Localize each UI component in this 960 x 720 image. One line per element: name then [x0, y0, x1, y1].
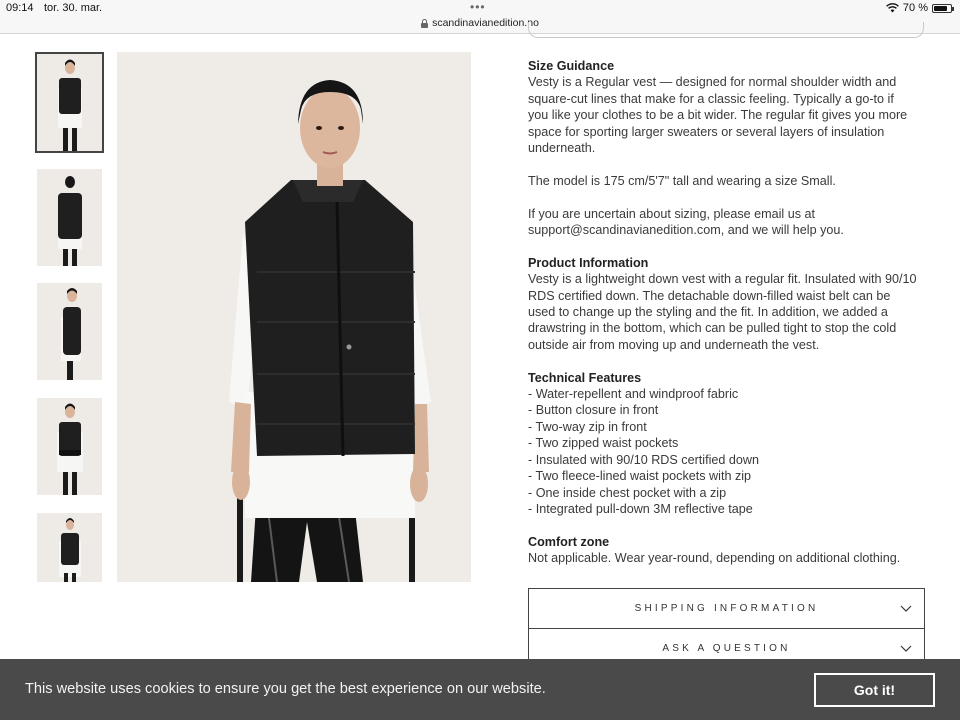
accordion-label: ASK A QUESTION [662, 643, 791, 654]
product-information-line: RDS certified down. The detachable down-filled waist belt can be [528, 288, 891, 303]
status-right [886, 2, 952, 14]
feature-item: - Two fleece-lined waist pockets with zip [528, 469, 752, 484]
size-guidance-line: underneath. [528, 141, 596, 156]
size-guidance-line: you like your clothes to be a bit wider. The regular fit gives you more [528, 108, 908, 123]
thumbnail-4[interactable] [37, 398, 102, 495]
product-description [528, 58, 928, 567]
sizing-contact-line: If you are uncertain about sizing, please email us at [528, 206, 816, 221]
multitask-dots-icon[interactable]: ••• [470, 0, 486, 14]
comfort-zone-heading: Comfort zone [528, 534, 610, 549]
feature-item: - Insulated with 90/10 RDS certified down [528, 452, 760, 467]
thumbnail-2[interactable] [37, 169, 102, 266]
product-information-line: used to change up the styling and the fit. In addition, we added a [528, 305, 888, 320]
size-guidance-heading: Size Guidance [528, 59, 615, 73]
cookie-message: This website uses cookies to ensure you get the best experience on our website. [25, 681, 546, 697]
product-information-heading: Product Information [528, 255, 649, 270]
product-information-line: outside air from moving up and underneath the vest. [528, 337, 820, 352]
feature-item: - Integrated pull-down 3M reflective tape [528, 501, 753, 516]
chevron-down-icon [900, 642, 912, 654]
thumbnail-3[interactable] [37, 283, 102, 380]
accordion-label: SHIPPING INFORMATION [634, 603, 819, 614]
size-guidance-line: Vesty is a Regular vest — designed for normal shoulder width and [528, 75, 897, 90]
feature-item: - Button closure in front [528, 403, 659, 418]
chevron-down-icon [900, 602, 912, 614]
battery-percent: 70 % [902, 2, 928, 14]
size-guidance-line: space for sporting larger sweaters or several layers of insulation [528, 124, 885, 139]
feature-item: - One inside chest pocket with a zip [528, 485, 727, 500]
comfort-zone-text: Not applicable. Wear year-round, depending on additional clothing. [528, 551, 901, 566]
product-information-line: Vesty is a lightweight down vest with a regular fit. Insulated with 90/10 [528, 272, 917, 287]
wifi-icon [886, 3, 899, 13]
product-information-line: drawstring in the bottom, which can be pulled tight to stop the cold [528, 321, 897, 336]
status-date: tor. 30. mar. [44, 2, 103, 14]
thumbnail-5[interactable] [37, 513, 102, 582]
status-time: 09:14 [6, 2, 34, 14]
thumbnail-1[interactable] [37, 54, 102, 151]
technical-features-heading: Technical Features [528, 370, 642, 385]
accept-cookies-button[interactable]: Got it! [814, 673, 935, 707]
model-size-note: The model is 175 cm/5'7" tall and wearing a size Small. [528, 173, 836, 188]
size-guidance-line: square-cut lines that make for a classic feeling. Typically a go-to if [528, 91, 894, 106]
feature-item: - Two-way zip in front [528, 419, 647, 434]
feature-item: - Two zipped waist pockets [528, 436, 679, 451]
lock-icon [421, 19, 428, 27]
shipping-information-accordion[interactable] [528, 588, 925, 629]
battery-icon [932, 4, 952, 13]
status-bar [0, 0, 960, 16]
size-selector-partial[interactable] [528, 22, 924, 38]
feature-item: - Water-repellent and windproof fabric [528, 387, 739, 402]
url-text: scandinavianedition.no [432, 17, 539, 29]
cookie-banner [0, 659, 960, 720]
product-main-image[interactable] [117, 52, 471, 582]
sizing-contact-line: support@scandinavianedition.com, and we will help you. [528, 223, 844, 238]
